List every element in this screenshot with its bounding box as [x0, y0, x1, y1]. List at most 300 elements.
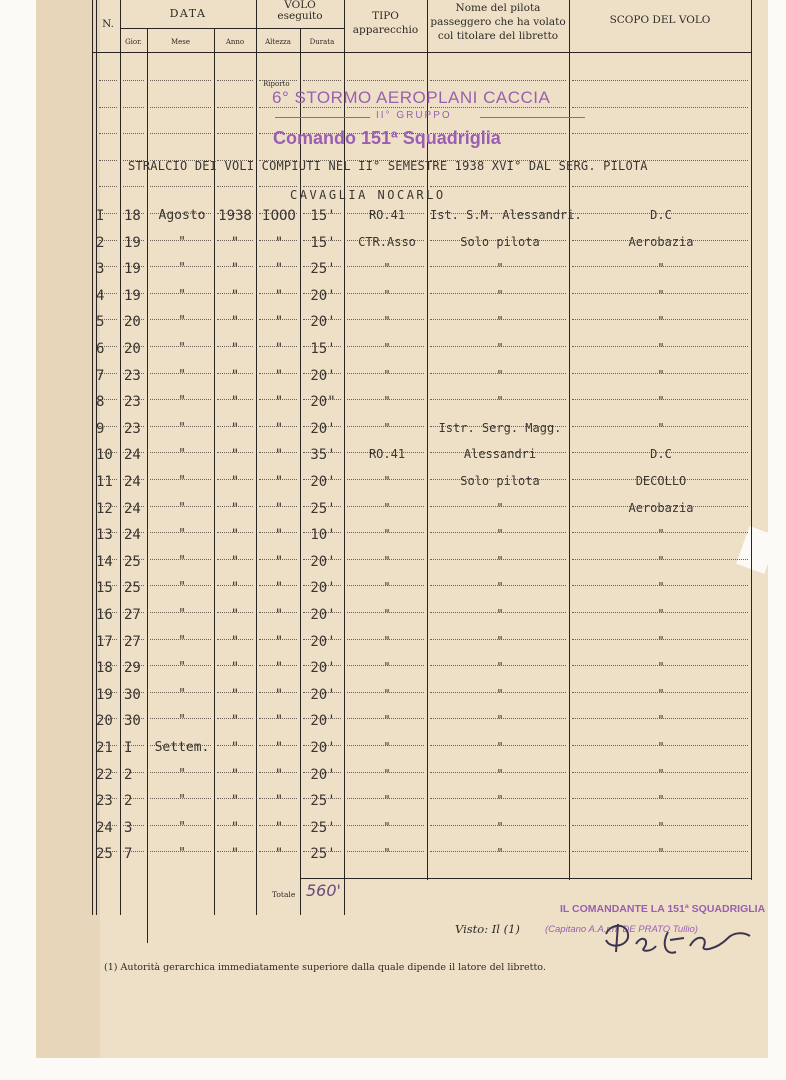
header-mese: Mese [170, 38, 191, 46]
row-pilot: " [496, 341, 504, 355]
row-pilot: Solo pilota [460, 235, 540, 249]
row-year: " [230, 447, 240, 463]
row-pilot: " [496, 660, 504, 674]
row-aircraft-type: " [383, 501, 391, 515]
ruled-dotted-line [99, 160, 117, 161]
row-pilot: " [496, 368, 504, 382]
row-pilot: " [496, 580, 504, 594]
row-day: 19 [124, 288, 141, 304]
row-day: 27 [124, 607, 141, 623]
row-pilot: " [496, 607, 504, 621]
row-aircraft-type: " [383, 767, 391, 781]
squadron-stamp-line2: II° GRUPPO [376, 110, 452, 121]
row-number: 22 [96, 767, 113, 783]
row-number: 19 [96, 687, 113, 703]
row-year: " [230, 314, 240, 330]
row-scope: " [657, 740, 665, 754]
row-year: " [230, 607, 240, 623]
row-day: 19 [124, 261, 141, 277]
row-scope: " [657, 368, 665, 382]
ruled-dotted-line [347, 80, 424, 81]
row-month: " [178, 314, 186, 329]
row-month: " [178, 580, 186, 595]
row-day: 27 [124, 634, 141, 650]
header-altezza: Altezza [265, 38, 291, 46]
row-pilot: Alessandri [463, 447, 537, 461]
row-duration: 25' [310, 846, 336, 862]
row-altitude: " [274, 713, 284, 729]
flight-row [0, 288, 786, 314]
row-day: 18 [124, 208, 141, 224]
row-day: 20 [124, 314, 141, 330]
flight-row [0, 767, 786, 793]
row-pilot: " [496, 740, 504, 754]
header-volo: VOLO [284, 0, 316, 11]
row-scope: " [657, 634, 665, 648]
ruled-dotted-line [123, 133, 144, 134]
flight-row [0, 607, 786, 633]
flight-row [0, 261, 786, 287]
row-duration: 20' [310, 314, 336, 330]
row-pilot: " [496, 554, 504, 568]
row-pilot: " [496, 261, 504, 275]
row-duration: 20' [310, 474, 336, 490]
row-altitude: " [274, 288, 284, 304]
row-duration: 15' [310, 235, 336, 251]
row-day: 3 [124, 820, 133, 836]
visto-label: Visto: Il (1) [455, 922, 520, 936]
ruled-dotted-line [217, 186, 253, 187]
row-year: " [230, 634, 240, 650]
row-pilot: " [496, 314, 504, 328]
row-month: " [178, 474, 186, 489]
totale-value: 560' [306, 881, 341, 900]
row-altitude: " [274, 474, 284, 490]
row-year: 1938 [218, 208, 252, 224]
ruled-dotted-line [259, 186, 297, 187]
row-month: " [178, 767, 186, 782]
ruled-dotted-line [217, 133, 253, 134]
commander-stamp-line2: (Capitano A.A.r.n. DE PRATO Tullio) [545, 924, 698, 935]
row-scope: " [657, 314, 665, 328]
row-day: 29 [124, 660, 141, 676]
ruled-dotted-line [150, 133, 211, 134]
row-scope: " [657, 607, 665, 621]
row-scope: " [657, 261, 665, 275]
row-scope: " [657, 421, 665, 435]
squadron-stamp-line1: 6° STORMO AEROPLANI CACCIA [272, 88, 551, 107]
row-number: 12 [96, 501, 113, 517]
row-aircraft-type: " [383, 846, 391, 860]
flight-row [0, 793, 786, 819]
row-number: 8 [96, 394, 105, 410]
row-pilot: " [496, 767, 504, 781]
row-aircraft-type: CTR.Asso [358, 235, 416, 249]
row-year: " [230, 341, 240, 357]
commander-stamp-line1: IL COMANDANTE LA 151ª SQUADRIGLIA [560, 903, 766, 915]
row-aircraft-type: " [383, 554, 391, 568]
row-duration: 25' [310, 820, 336, 836]
row-altitude: " [274, 580, 284, 596]
ruled-dotted-line [303, 80, 341, 81]
row-pilot: " [496, 394, 504, 408]
ruled-dotted-line [123, 107, 144, 108]
row-duration: 20' [310, 580, 336, 596]
row-scope: " [657, 580, 665, 594]
header-nome-1: Nome del pilota [455, 2, 541, 14]
row-scope: " [657, 394, 665, 408]
row-day: 30 [124, 687, 141, 703]
row-day: 7 [124, 846, 133, 862]
ruled-dotted-line [123, 186, 144, 187]
row-month: " [178, 793, 186, 808]
row-scope: " [657, 527, 665, 541]
flight-row [0, 713, 786, 739]
row-year: " [230, 687, 240, 703]
row-duration: 20' [310, 767, 336, 783]
row-aircraft-type: " [383, 341, 391, 355]
header-eseguito: eseguito [277, 10, 323, 22]
row-aircraft-type: " [383, 607, 391, 621]
ruled-dotted-line [572, 186, 748, 187]
ruled-dotted-line [99, 186, 117, 187]
flight-row [0, 740, 786, 766]
row-year: " [230, 554, 240, 570]
row-duration: 20' [310, 288, 336, 304]
row-day: 2 [124, 767, 133, 783]
row-number: 7 [96, 368, 105, 384]
ruled-dotted-line [430, 80, 566, 81]
header-bottom-rule [92, 52, 752, 53]
header-apparecchio: apparecchio [352, 24, 419, 36]
row-day: 24 [124, 501, 141, 517]
row-number: 2 [96, 235, 105, 251]
row-duration: 20' [310, 607, 336, 623]
row-month: Settem. [154, 740, 210, 755]
row-month: Agosto [158, 208, 206, 223]
row-month: " [178, 261, 186, 276]
ruled-dotted-line [572, 107, 748, 108]
row-pilot: " [496, 846, 504, 860]
row-aircraft-type: " [383, 288, 391, 302]
row-number: I [96, 208, 105, 224]
row-altitude: " [274, 793, 284, 809]
row-aircraft-type: " [383, 820, 391, 834]
row-altitude: " [274, 501, 284, 517]
row-month: " [178, 846, 186, 861]
row-number: 6 [96, 341, 105, 357]
row-number: 10 [96, 447, 113, 463]
row-year: " [230, 580, 240, 596]
row-month: " [178, 660, 186, 675]
ruled-dotted-line [303, 186, 341, 187]
header-nome-3: col titolare del libretto [437, 30, 559, 42]
flight-row [0, 208, 786, 234]
row-aircraft-type: " [383, 660, 391, 674]
row-altitude: " [274, 394, 284, 410]
riporto-label: Riporto [263, 80, 290, 88]
row-year: " [230, 713, 240, 729]
row-year: " [230, 288, 240, 304]
row-number: 25 [96, 846, 113, 862]
row-scope: " [657, 687, 665, 701]
header-subrule [120, 28, 344, 29]
row-month: " [178, 554, 186, 569]
row-pilot: " [496, 713, 504, 727]
row-year: " [230, 368, 240, 384]
row-number: 18 [96, 660, 113, 676]
row-duration: 20' [310, 554, 336, 570]
ruled-dotted-line [123, 80, 144, 81]
row-altitude: " [274, 447, 284, 463]
flight-row [0, 846, 786, 872]
row-day: 2 [124, 793, 133, 809]
row-pilot: " [496, 687, 504, 701]
row-month: " [178, 288, 186, 303]
ruled-dotted-line [150, 107, 211, 108]
flight-row [0, 394, 786, 420]
row-day: 30 [124, 713, 141, 729]
flight-row [0, 447, 786, 473]
row-day: 24 [124, 527, 141, 543]
flight-row [0, 341, 786, 367]
row-duration: 20' [310, 634, 336, 650]
row-number: 9 [96, 421, 105, 437]
row-number: 20 [96, 713, 113, 729]
row-altitude: " [274, 687, 284, 703]
header-giorno: Gior. [125, 38, 142, 46]
row-month: " [178, 368, 186, 383]
row-scope: " [657, 793, 665, 807]
flight-row [0, 235, 786, 261]
row-scope: " [657, 820, 665, 834]
stamp-rule-left [275, 117, 370, 118]
row-month: " [178, 820, 186, 835]
row-altitude: " [274, 368, 284, 384]
flight-row [0, 687, 786, 713]
row-number: 21 [96, 740, 113, 756]
row-altitude: " [274, 634, 284, 650]
header-n: N. [102, 18, 114, 30]
row-altitude: " [274, 554, 284, 570]
row-number: 14 [96, 554, 113, 570]
row-altitude: " [274, 846, 284, 862]
row-scope: D.C [650, 447, 672, 461]
row-month: " [178, 421, 186, 436]
row-altitude: " [274, 527, 284, 543]
row-month: " [178, 501, 186, 516]
row-duration: 25' [310, 793, 336, 809]
row-number: 4 [96, 288, 105, 304]
row-year: " [230, 660, 240, 676]
header-anno: Anno [225, 38, 245, 46]
row-day: I [124, 740, 133, 756]
row-pilot: Ist. S.M. Alessandri. [430, 208, 582, 222]
row-aircraft-type: " [383, 261, 391, 275]
row-duration: 20" [310, 394, 336, 410]
row-day: 24 [124, 474, 141, 490]
row-duration: 25' [310, 261, 336, 277]
row-month: " [178, 394, 186, 409]
flight-row [0, 527, 786, 553]
row-aircraft-type: " [383, 421, 391, 435]
ruled-dotted-line [99, 133, 117, 134]
row-scope: " [657, 713, 665, 727]
ruled-dotted-line [217, 80, 253, 81]
row-scope: " [657, 846, 665, 860]
row-altitude: " [274, 261, 284, 277]
row-month: " [178, 447, 186, 462]
row-scope: Aerobazia [628, 235, 694, 249]
row-pilot: " [496, 288, 504, 302]
row-duration: 20' [310, 421, 336, 437]
typed-heading-2: CAVAGLIA NOCARLO [290, 188, 446, 202]
ruled-dotted-line [572, 133, 748, 134]
row-aircraft-type: " [383, 634, 391, 648]
row-year: " [230, 474, 240, 490]
row-month: " [178, 341, 186, 356]
row-aircraft-type: RO.41 [368, 447, 406, 461]
ruled-dotted-line [347, 186, 424, 187]
row-day: 23 [124, 368, 141, 384]
row-year: " [230, 235, 240, 251]
row-month: " [178, 713, 186, 728]
row-altitude: " [274, 820, 284, 836]
footnote: (1) Autorità gerarchica immediatamente superiore dalla quale dipende il latore del libretto. [104, 962, 546, 973]
row-pilot: " [496, 820, 504, 834]
row-month: " [178, 687, 186, 702]
row-month: " [178, 235, 186, 250]
row-duration: 35' [310, 447, 336, 463]
row-number: 23 [96, 793, 113, 809]
row-number: 3 [96, 261, 105, 277]
row-year: " [230, 767, 240, 783]
flight-row [0, 820, 786, 846]
commander-signature [600, 912, 760, 960]
row-altitude: " [274, 767, 284, 783]
row-duration: 25' [310, 501, 336, 517]
row-altitude: " [274, 314, 284, 330]
row-number: 5 [96, 314, 105, 330]
row-aircraft-type: " [383, 368, 391, 382]
row-aircraft-type: " [383, 713, 391, 727]
row-aircraft-type: " [383, 474, 391, 488]
row-year: " [230, 527, 240, 543]
row-day: 20 [124, 341, 141, 357]
totale-rule [300, 878, 752, 879]
row-month: " [178, 527, 186, 542]
row-scope: " [657, 341, 665, 355]
flight-row [0, 314, 786, 340]
row-year: " [230, 261, 240, 277]
row-aircraft-type: " [383, 793, 391, 807]
flight-row [0, 474, 786, 500]
row-aircraft-type: " [383, 314, 391, 328]
typed-heading-1: STRALCIO DEI VOLI COMPIUTI NEL II° SEMESTRE 1938 XVI° DAL SERG. PILOTA [128, 159, 648, 173]
row-pilot: " [496, 501, 504, 515]
row-scope: " [657, 288, 665, 302]
flight-row [0, 421, 786, 447]
row-duration: 15' [310, 208, 336, 224]
ruled-dotted-line [150, 80, 211, 81]
row-duration: 20' [310, 368, 336, 384]
row-altitude: IOOO [262, 208, 296, 224]
row-duration: 20' [310, 660, 336, 676]
row-duration: 10' [310, 527, 336, 543]
flight-row [0, 660, 786, 686]
flight-row [0, 580, 786, 606]
row-duration: 20' [310, 713, 336, 729]
squadron-stamp-line3: Comando 151ª Squadriglia [273, 128, 501, 148]
ruled-dotted-line [99, 107, 117, 108]
row-month: " [178, 607, 186, 622]
row-scope: " [657, 767, 665, 781]
ruled-dotted-line [572, 80, 748, 81]
totale-label: Totale [272, 890, 296, 899]
row-aircraft-type: " [383, 580, 391, 594]
row-aircraft-type: " [383, 687, 391, 701]
row-altitude: " [274, 341, 284, 357]
row-duration: 15' [310, 341, 336, 357]
flight-row [0, 501, 786, 527]
row-year: " [230, 820, 240, 836]
ruled-dotted-line [217, 107, 253, 108]
row-day: 24 [124, 447, 141, 463]
row-duration: 20' [310, 687, 336, 703]
row-number: 24 [96, 820, 113, 836]
row-scope: DECOLLO [635, 474, 687, 488]
row-day: 19 [124, 235, 141, 251]
header-tipo: TIPO [372, 10, 399, 22]
stamp-rule-right [480, 117, 585, 118]
row-aircraft-type: RO.41 [368, 208, 406, 222]
row-scope: " [657, 554, 665, 568]
row-aircraft-type: " [383, 394, 391, 408]
ruled-dotted-line [99, 80, 117, 81]
row-month: " [178, 634, 186, 649]
row-year: " [230, 740, 240, 756]
row-number: 15 [96, 580, 113, 596]
row-aircraft-type: " [383, 527, 391, 541]
row-day: 23 [124, 394, 141, 410]
ruled-dotted-line [430, 186, 566, 187]
row-year: " [230, 846, 240, 862]
row-pilot: " [496, 634, 504, 648]
row-duration: 20' [310, 740, 336, 756]
row-scope: Aerobazia [628, 501, 694, 515]
row-aircraft-type: " [383, 740, 391, 754]
row-year: " [230, 421, 240, 437]
row-number: 11 [96, 474, 113, 490]
row-day: 25 [124, 580, 141, 596]
row-scope: " [657, 660, 665, 674]
header-scopo: SCOPO DEL VOLO [609, 14, 711, 26]
row-year: " [230, 394, 240, 410]
row-altitude: " [274, 235, 284, 251]
row-year: " [230, 501, 240, 517]
header-nome-2: passeggero che ha volato [430, 16, 566, 28]
row-altitude: " [274, 740, 284, 756]
ruled-dotted-line [150, 186, 211, 187]
row-number: 16 [96, 607, 113, 623]
row-pilot: " [496, 793, 504, 807]
row-number: 13 [96, 527, 113, 543]
row-scope: D.C [650, 208, 672, 222]
row-altitude: " [274, 607, 284, 623]
flight-row [0, 554, 786, 580]
row-day: 23 [124, 421, 141, 437]
row-altitude: " [274, 660, 284, 676]
